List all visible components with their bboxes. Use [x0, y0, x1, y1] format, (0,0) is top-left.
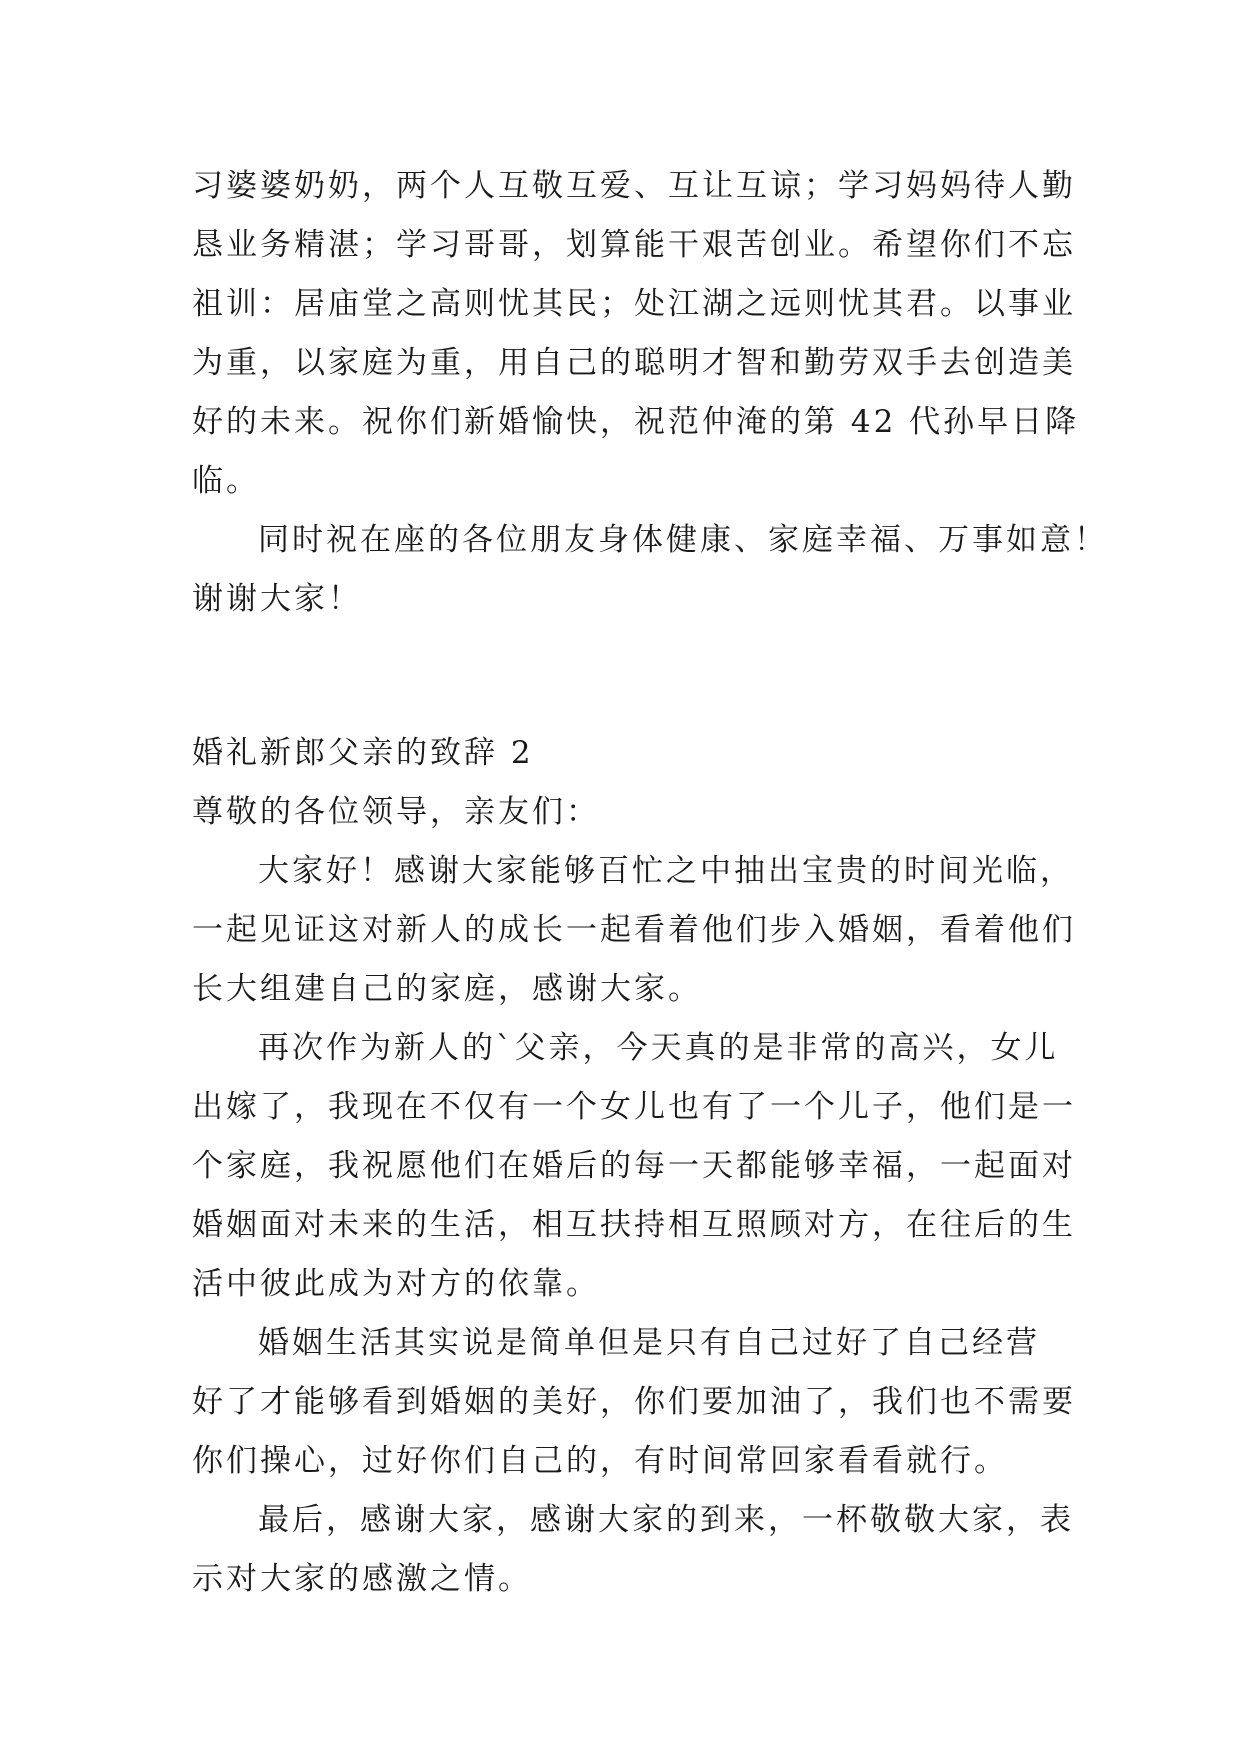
paragraph — [192, 842, 1076, 1019]
text-line: 为重，以家庭为重，用自己的聪明才智和勤劳双手去创造美 — [192, 345, 1076, 381]
text-line: 大家好！感谢大家能够百忙之中抽出宝贵的时间光临， — [258, 853, 1074, 889]
text-line: 示对大家的感激之情。 — [192, 1561, 532, 1597]
text-line: 谢谢大家！ — [192, 581, 362, 617]
text-line: 活中彼此成为对方的依靠。 — [192, 1266, 600, 1302]
text-line: 再次作为新人的`父亲，今天真的是非常的高兴，女儿 — [258, 1030, 1059, 1066]
text-line: 恳业务精湛；学习哥哥，划算能干艰苦创业。希望你们不忘 — [192, 227, 1076, 263]
salutation: 尊敬的各位领导，亲友们： — [192, 794, 600, 830]
text-line: 你们操心，过好你们自己的，有时间常回家看看就行。 — [192, 1443, 1008, 1479]
text-line: 好的未来。祝你们新婚愉快，祝范仲淹的第 42 代孙早日降 — [192, 404, 1080, 440]
text-line: 出嫁了，我现在不仅有一个女儿也有了一个儿子，他们是一 — [192, 1089, 1076, 1125]
closing-paragraph — [192, 511, 1108, 629]
document-body — [192, 157, 1108, 1609]
text-line: 长大组建自己的家庭，感谢大家。 — [192, 971, 702, 1007]
paragraph — [192, 1491, 1074, 1609]
section-title: 婚礼新郎父亲的致辞 2 — [192, 735, 534, 771]
text-line: 一起见证这对新人的成长一起看着他们步入婚姻，看着他们 — [192, 912, 1076, 948]
text-line: 婚姻面对未来的生活，相互扶持相互照顾对方，在往后的生 — [192, 1207, 1076, 1243]
section-spacer — [192, 629, 1054, 724]
text-line: 习婆婆奶奶，两个人互敬互爱、互让互谅；学习妈妈待人勤 — [192, 168, 1076, 204]
text-line: 祖训：居庙堂之高则忧其民；处江湖之远则忧其君。以事业 — [192, 286, 1076, 322]
text-line: 好了才能够看到婚姻的美好，你们要加油了，我们也不需要 — [192, 1384, 1076, 1420]
text-line: 最后，感谢大家，感谢大家的到来，一杯敬敬大家，表 — [258, 1502, 1074, 1538]
text-line: 婚姻生活其实说是简单但是只有自己过好了自己经营 — [258, 1325, 1040, 1361]
text-line: 同时祝在座的各位朋友身体健康、家庭幸福、万事如意！ — [258, 522, 1108, 558]
text-line: 临。 — [192, 463, 260, 499]
paragraph — [192, 1314, 1076, 1491]
text-line: 个家庭，我祝愿他们在婚后的每一天都能够幸福，一起面对 — [192, 1148, 1076, 1184]
paragraph — [192, 1019, 1076, 1314]
paragraph-continued — [192, 157, 1080, 511]
